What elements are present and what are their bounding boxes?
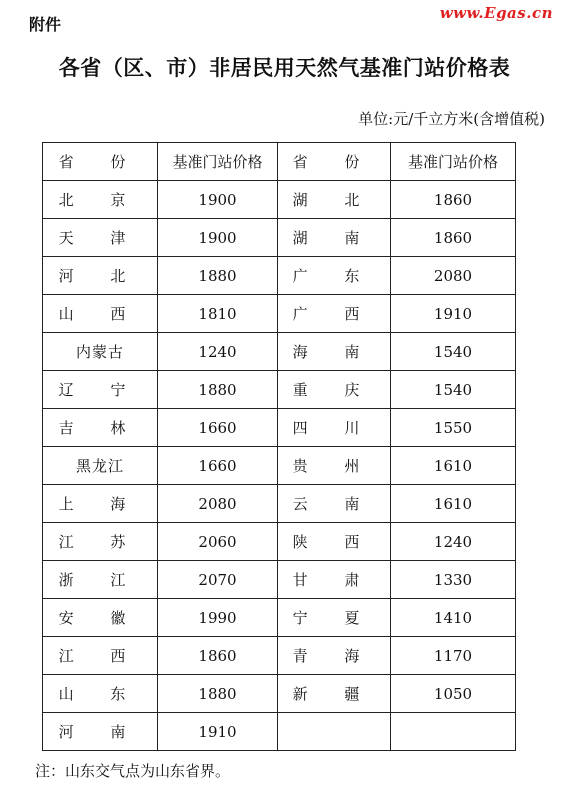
price-cell: 1610 xyxy=(391,447,516,485)
province-cell: 辽 宁 xyxy=(43,371,158,409)
header-price-right: 基准门站价格 xyxy=(391,143,516,181)
table-row xyxy=(43,447,516,485)
province-cell: 江 苏 xyxy=(43,523,158,561)
price-cell: 1900 xyxy=(158,219,278,257)
price-cell: 1910 xyxy=(391,295,516,333)
price-cell: 1900 xyxy=(158,181,278,219)
watermark-logo: www.Egas.cn xyxy=(439,4,553,22)
province-cell: 内蒙古 xyxy=(43,333,158,371)
price-cell: 1330 xyxy=(391,561,516,599)
price-cell: 1810 xyxy=(158,295,278,333)
price-table xyxy=(42,142,516,751)
province-cell: 青 海 xyxy=(278,637,391,675)
province-cell: 山 西 xyxy=(43,295,158,333)
province-cell: 河 南 xyxy=(43,713,158,751)
price-cell: 1550 xyxy=(391,409,516,447)
footnote: 注：山东交气点为山东省界。 xyxy=(35,762,231,780)
price-cell xyxy=(391,713,516,751)
table-row xyxy=(43,523,516,561)
price-cell: 1860 xyxy=(391,219,516,257)
province-cell: 甘 肃 xyxy=(278,561,391,599)
price-cell: 1240 xyxy=(391,523,516,561)
province-cell xyxy=(278,713,391,751)
table-row xyxy=(43,257,516,295)
price-cell: 1050 xyxy=(391,675,516,713)
table-row xyxy=(43,599,516,637)
province-cell: 云 南 xyxy=(278,485,391,523)
province-cell: 上 海 xyxy=(43,485,158,523)
province-cell: 海 南 xyxy=(278,333,391,371)
province-cell: 吉 林 xyxy=(43,409,158,447)
table-row xyxy=(43,561,516,599)
table-row xyxy=(43,713,516,751)
province-cell: 湖 北 xyxy=(278,181,391,219)
header-province-right: 省 份 xyxy=(278,143,391,181)
table-row xyxy=(43,637,516,675)
price-cell: 1240 xyxy=(158,333,278,371)
price-cell: 1170 xyxy=(391,637,516,675)
province-cell: 北 京 xyxy=(43,181,158,219)
province-cell: 山 东 xyxy=(43,675,158,713)
table-body xyxy=(43,181,516,751)
price-cell: 1660 xyxy=(158,409,278,447)
province-cell: 河 北 xyxy=(43,257,158,295)
table-row xyxy=(43,409,516,447)
price-cell: 1910 xyxy=(158,713,278,751)
table-row xyxy=(43,675,516,713)
table-row xyxy=(43,219,516,257)
price-cell: 1880 xyxy=(158,675,278,713)
header-price-left: 基准门站价格 xyxy=(158,143,278,181)
price-cell: 1610 xyxy=(391,485,516,523)
province-cell: 陕 西 xyxy=(278,523,391,561)
price-cell: 2080 xyxy=(391,257,516,295)
price-cell: 1880 xyxy=(158,257,278,295)
province-cell: 天 津 xyxy=(43,219,158,257)
price-cell: 1860 xyxy=(391,181,516,219)
document-title: 各省（区、市）非居民用天然气基准门站价格表 xyxy=(58,56,511,80)
attachment-label: 附件 xyxy=(29,15,62,34)
price-cell: 1410 xyxy=(391,599,516,637)
price-cell: 2070 xyxy=(158,561,278,599)
price-cell: 1990 xyxy=(158,599,278,637)
price-cell: 1540 xyxy=(391,333,516,371)
table-header-row xyxy=(43,143,516,181)
province-cell: 江 西 xyxy=(43,637,158,675)
province-cell: 四 川 xyxy=(278,409,391,447)
table-row xyxy=(43,371,516,409)
province-cell: 贵 州 xyxy=(278,447,391,485)
table-row xyxy=(43,181,516,219)
province-cell: 新 疆 xyxy=(278,675,391,713)
table-row xyxy=(43,295,516,333)
price-cell: 2080 xyxy=(158,485,278,523)
price-cell: 2060 xyxy=(158,523,278,561)
header-province-left: 省 份 xyxy=(43,143,158,181)
unit-label: 单位:元/千立方米(含增值税) xyxy=(358,110,545,128)
province-cell: 广 东 xyxy=(278,257,391,295)
province-cell: 湖 南 xyxy=(278,219,391,257)
table-row xyxy=(43,485,516,523)
province-cell: 安 徽 xyxy=(43,599,158,637)
price-cell: 1860 xyxy=(158,637,278,675)
price-cell: 1540 xyxy=(391,371,516,409)
province-cell: 广 西 xyxy=(278,295,391,333)
province-cell: 黑龙江 xyxy=(43,447,158,485)
province-cell: 重 庆 xyxy=(278,371,391,409)
province-cell: 浙 江 xyxy=(43,561,158,599)
price-cell: 1880 xyxy=(158,371,278,409)
table-row xyxy=(43,333,516,371)
province-cell: 宁 夏 xyxy=(278,599,391,637)
price-cell: 1660 xyxy=(158,447,278,485)
